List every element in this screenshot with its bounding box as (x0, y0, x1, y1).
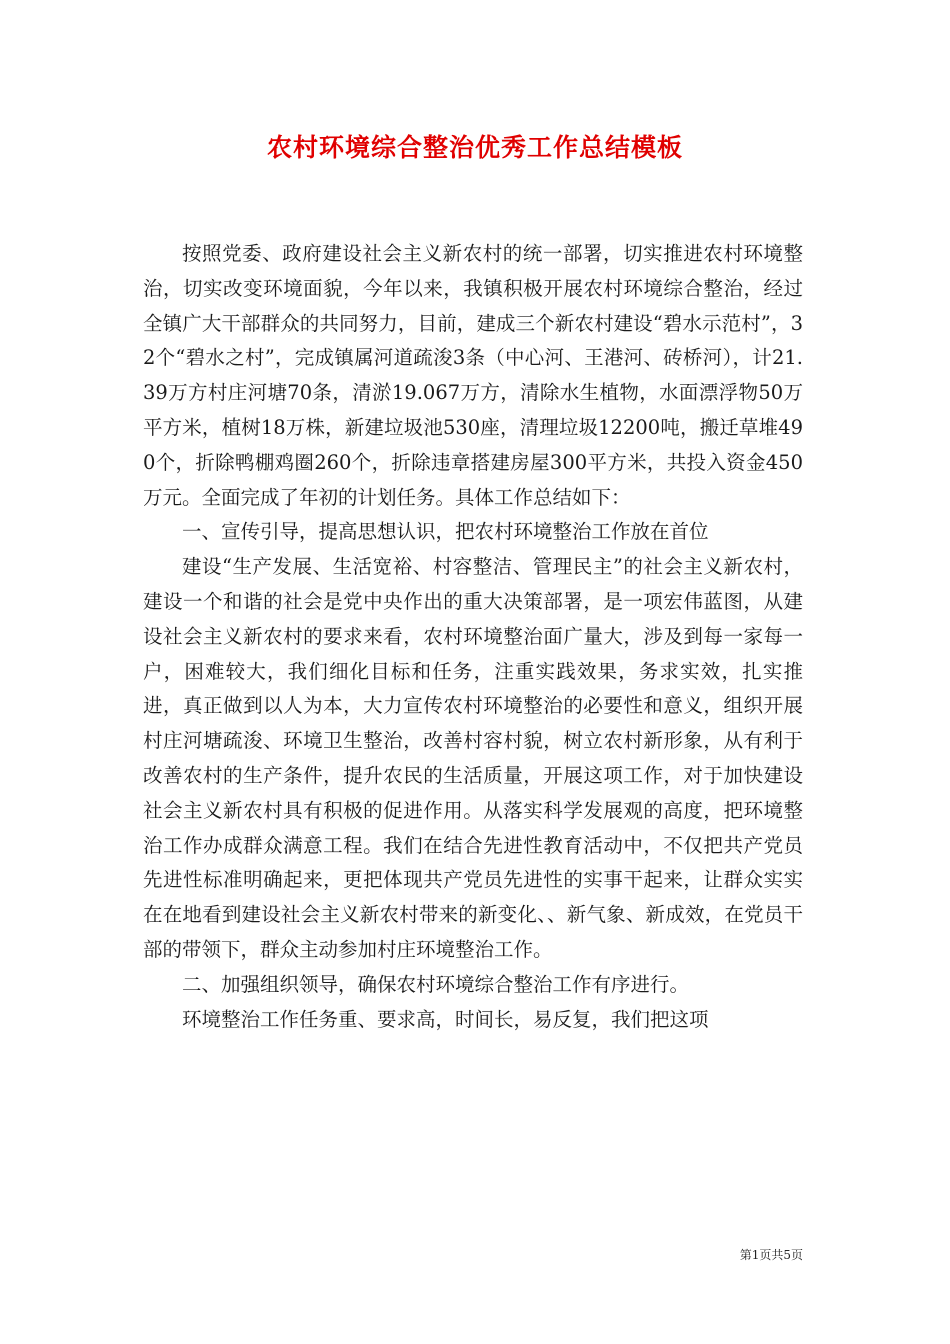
section-heading-1: 一、宣传引导，提高思想认识，把农村环境整治工作放在首位 (182, 520, 709, 544)
page-number-label: 第1页共5页 (739, 1248, 803, 1262)
document-body (143, 237, 803, 1037)
page-title: 农村环境综合整治优秀工作总结模板 (266, 133, 683, 162)
paragraph-section-1: 建设“生产发展、生活宽裕、村容整洁、管理民主”的社会主义新农村，建设一个和谐的社会是党中央作出的重大决策部署，是一项宏伟蓝图，从建设社会主义新农村的要求来看，农村环境整治面广量大，涉及到每一家每一户，困难较大，我们细化目标和任务，注重实践效果，务求实效，扎实推进，真正做到以人为本，大力宣传农村环境整治的必要性和意义，组织开展村庄河塘疏浚、环境卫生整治，改善村容村貌，树立农村新形象，从有利于改善农村的生产条件，提升农民的生活质量，开展这项工作，对于加快建设社会主义新农村具有积极的促进作用。从落实科学发展观的高度，把环境整治工作办成群众满意工程。我们在结合先进性教育活动中，不仅把共产党员先进性标准明确起来，更把体现共产党员先进性的实事干起来，让群众实实在在地看到建设社会主义新农村带来的新变化、、新气象、新成效，在党员干部的带领下，群众主动参加村庄环境整治工作。 (143, 555, 803, 961)
paragraph-intro: 按照党委、政府建设社会主义新农村的统一部署，切实推进农村环境整治，切实改变环境面貌，今年以来，我镇积极开展农村环境综合整治，经过全镇广大干部群众的共同努力，目前，建成三个新农村建设“碧水示范村”，32个“碧水之村”，完成镇属河道疏浚3条（中心河、王港河、砖桥河），计21.39万方村庄河塘70条，清淤19.067万方，清除水生植物，水面漂浮物50万平方米，植树18万株，新建垃圾池530座，清理垃圾12200吨，搬迁草堆490个，折除鸭棚鸡圈260个，折除违章搭建房屋300平方米，共投入资金450万元。全面完成了年初的计划任务。具体工作总结如下： (143, 242, 803, 509)
page-number-footer (740, 1246, 803, 1263)
paragraph-section-2: 环境整治工作任务重、要求高，时间长，易反复，我们把这项 (182, 1007, 709, 1031)
section-heading-2: 二、加强组织领导，确保农村环境综合整治工作有序进行。 (182, 972, 690, 996)
